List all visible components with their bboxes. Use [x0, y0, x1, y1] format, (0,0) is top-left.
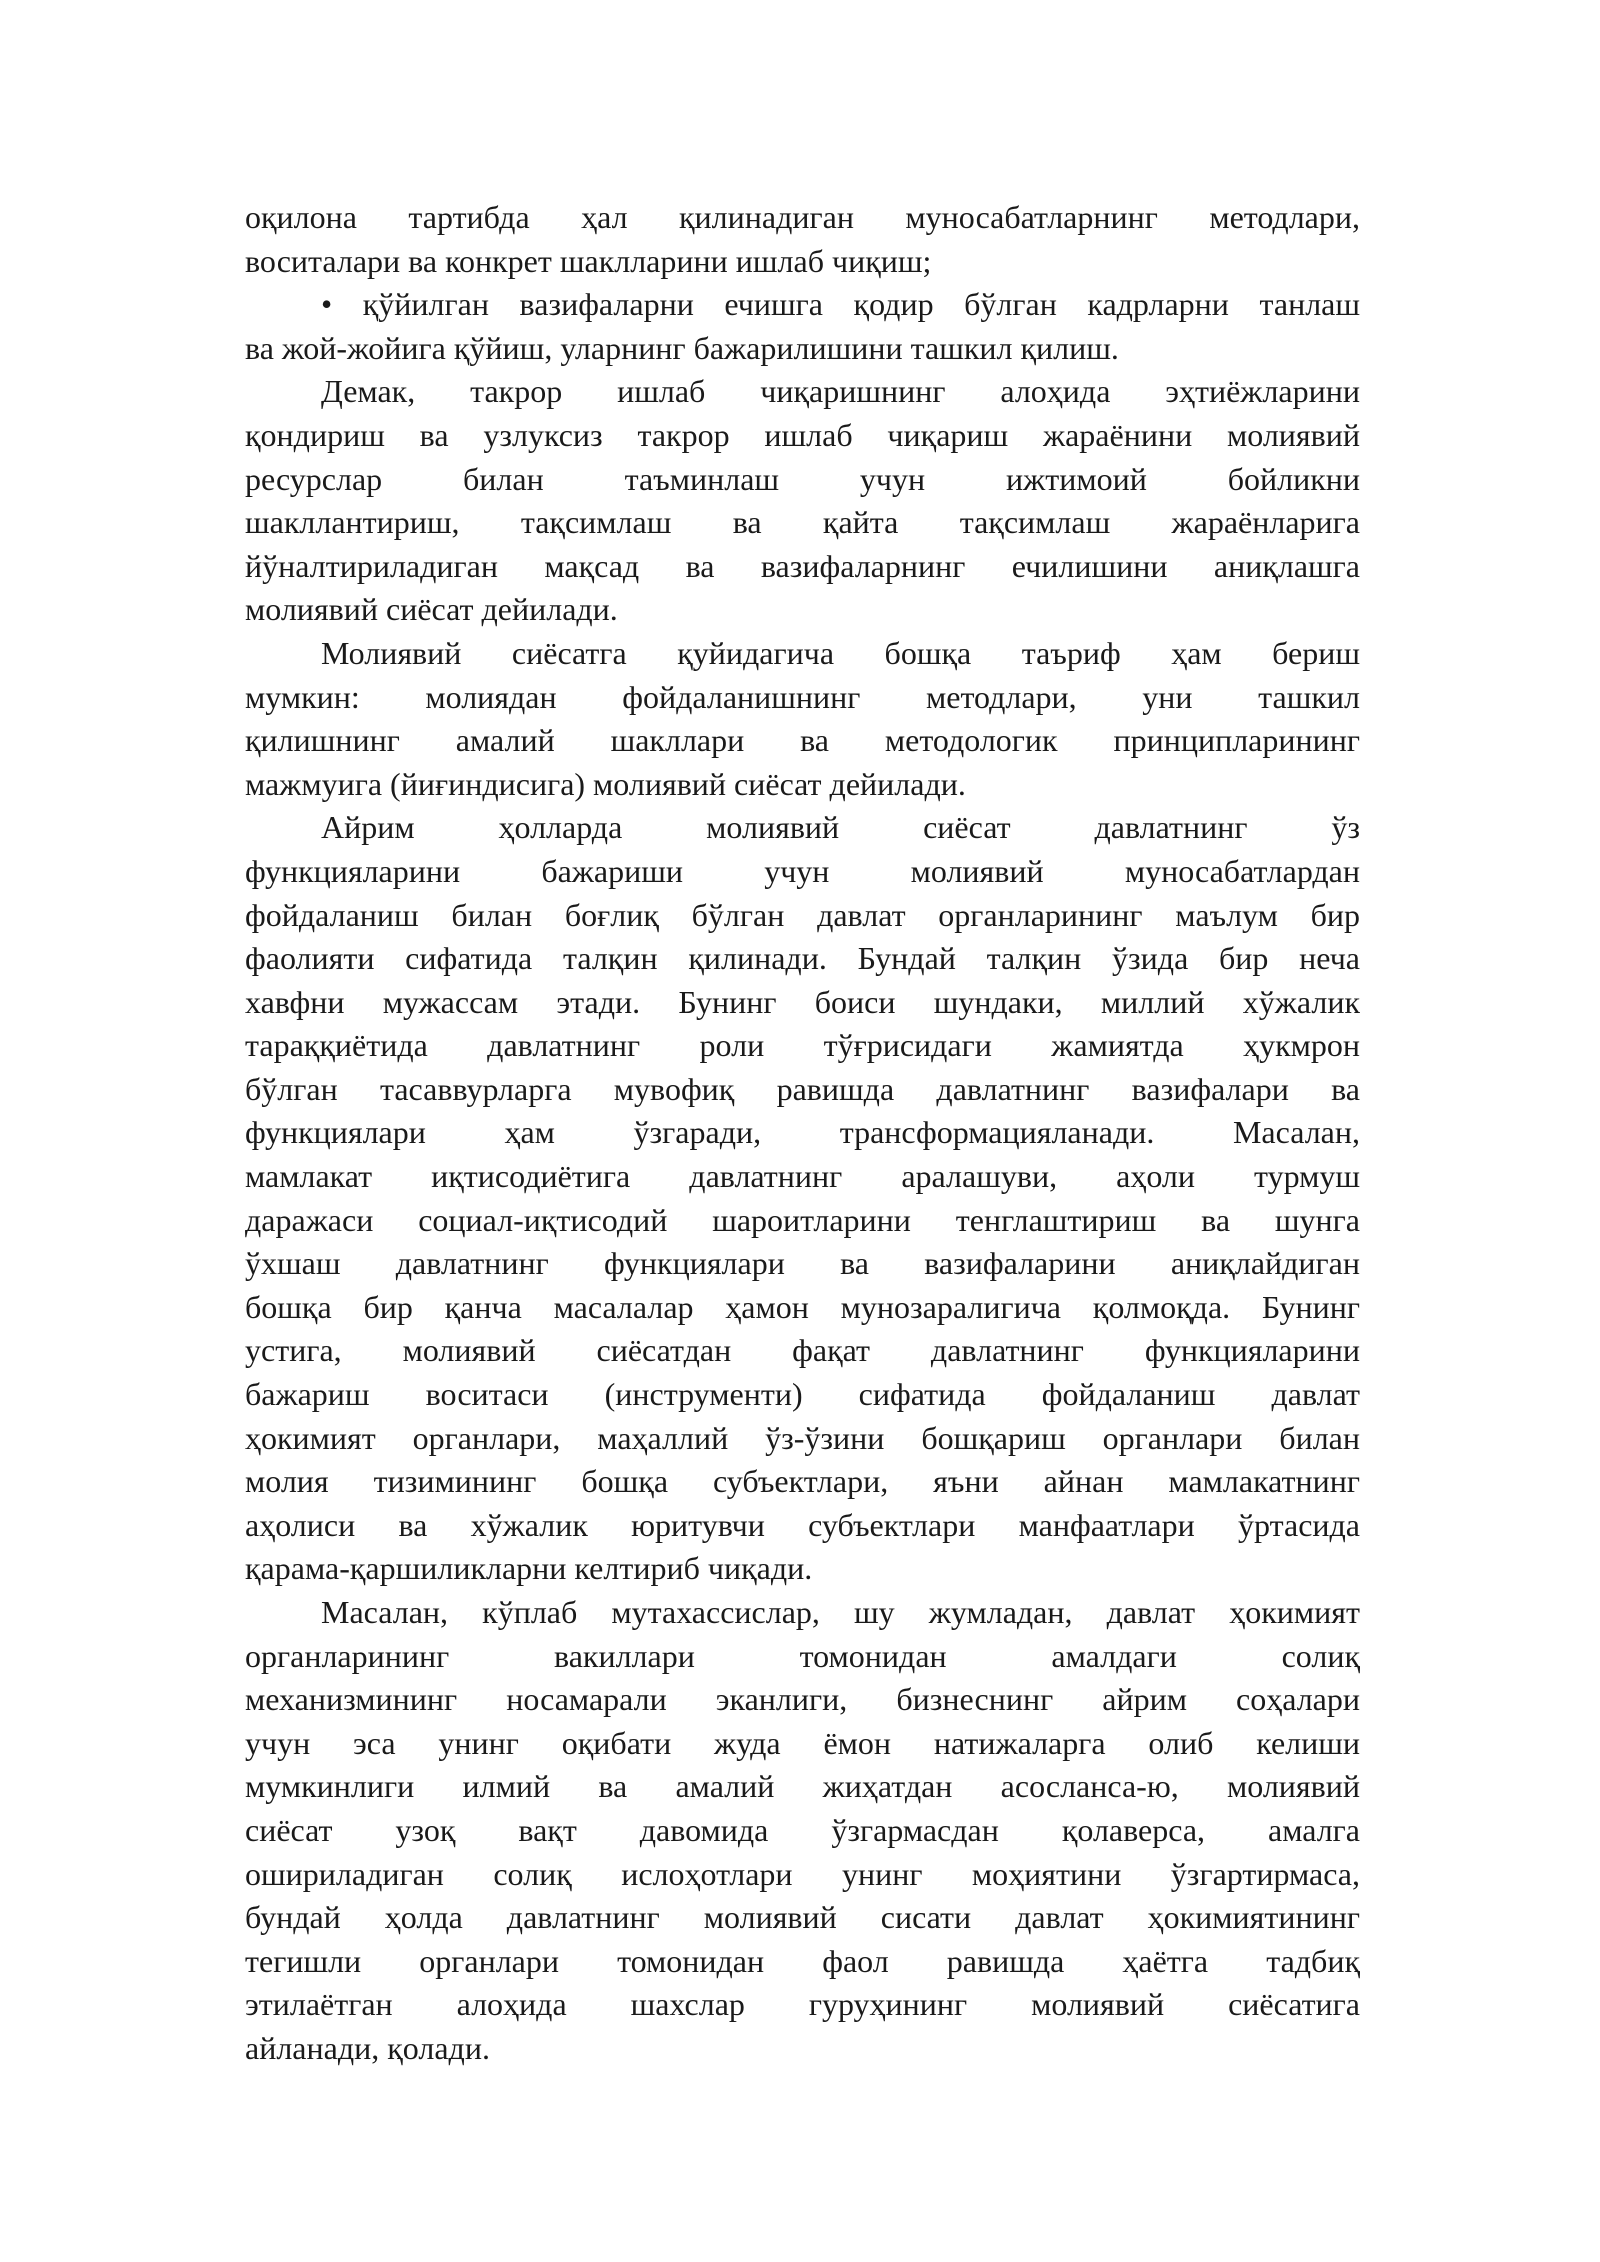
paragraph — [245, 370, 1360, 632]
text-line: фаолияти сифатида талқин қилинади. Бундай талқин ўзида бир неча — [245, 940, 1360, 977]
text-line: этилаётган алоҳида шахслар гуруҳининг молиявий сиёсатига — [245, 1986, 1360, 2023]
text-line: аҳолиси ва хўжалик юритувчи субъектлари манфаатлари ўртасида — [245, 1506, 1360, 1543]
text-line: мамлакат иқтисодиётига давлатнинг аралашуви, аҳоли турмуш — [245, 1158, 1360, 1195]
text-line: воситалари ва конкрет шаклларини ишлаб чиқиш; — [245, 242, 932, 279]
text-line: хавфни мужассам этади. Бунинг боиси шундаки, миллий хўжалик — [245, 983, 1360, 1020]
text-line: ошириладиган солиқ ислоҳотлари унинг моҳиятини ўзгартирмаса, — [245, 1855, 1360, 1892]
text-line: фойдаланиш билан боғлиқ бўлган давлат органларининг маълум бир — [245, 896, 1360, 933]
text-line: бундай ҳолда давлатнинг молиявий сисати давлат ҳокимиятининг — [245, 1899, 1360, 1936]
text-line: молия тизимининг бошқа субъектлари, яъни айнан мамлакатнинг — [245, 1463, 1360, 1500]
text-line: Демак, такрор ишлаб чиқаришнинг алоҳида эҳтиёжларини — [321, 373, 1360, 410]
text-line: мажмуига (йиғиндисига) молиявий сиёсат дейилади. — [245, 765, 966, 802]
text-line: қилишнинг амалий шакллари ва методологик принципларининг — [245, 722, 1360, 759]
paragraph — [245, 283, 1360, 370]
text-line: ва жой-жойига қўйиш, уларнинг бажарилишини ташкил қилиш. — [245, 329, 1119, 366]
text-line: молиявий сиёсат дейилади. — [245, 591, 618, 628]
text-line: мумкин: молиядан фойдаланишнинг методлари, уни ташкил — [245, 678, 1360, 715]
paragraph — [245, 632, 1360, 806]
text-line: Айрим ҳолларда молиявий сиёсат давлатнинг ўз — [321, 809, 1360, 846]
text-line: ресурслар билан таъминлаш учун ижтимоий бойликни — [245, 460, 1360, 497]
text-line: функцияларини бажариши учун молиявий муносабатлардан — [245, 852, 1360, 889]
text-line: механизмининг носамарали эканлиги, бизнеснинг айрим соҳалари — [245, 1681, 1360, 1718]
text-line: учун эса унинг оқибати жуда ёмон натижаларга олиб келиши — [245, 1724, 1360, 1761]
text-line: тегишли органлари томонидан фаол равишда ҳаётга тадбиқ — [245, 1942, 1360, 1979]
paragraph — [245, 806, 1360, 1591]
text-line: айланади, қолади. — [245, 2029, 490, 2066]
text-line: мумкинлиги илмий ва амалий жиҳатдан асосланса-ю, молиявий — [245, 1768, 1360, 1805]
text-line: ҳокимият органлари, маҳаллий ўз-ўзини бошқариш органлари билан — [245, 1419, 1360, 1456]
text-line: органларининг вакиллари томонидан амалдаги солиқ — [245, 1637, 1360, 1674]
text-line: бажариш воситаси (инструменти) сифатида фойдаланиш давлат — [245, 1376, 1360, 1413]
text-line: • қўйилган вазифаларни ечишга қодир бўлган кадрларни танлаш — [321, 286, 1360, 323]
text-line: қарама-қаршиликларни келтириб чиқади. — [245, 1550, 813, 1587]
paragraph — [245, 1591, 1360, 2071]
text-line: Масалан, кўплаб мутахассислар, шу жумладан, давлат ҳокимият — [321, 1594, 1360, 1630]
text-line: йўналтириладиган мақсад ва вазифаларнинг ечилишини аниқлашга — [245, 547, 1360, 584]
text-line: ўхшаш давлатнинг функциялари ва вазифаларини аниқлайдиган — [245, 1245, 1360, 1282]
text-line: бошқа бир қанча масалалар ҳамон мунозаралигича қолмоқда. Бунинг — [245, 1288, 1360, 1325]
text-line: тараққиётида давлатнинг роли тўғрисидаги жамиятда ҳукмрон — [245, 1027, 1360, 1064]
text-line: шакллантириш, тақсимлаш ва қайта тақсимлаш жараёнларига — [245, 504, 1360, 541]
text-line: қондириш ва узлуксиз такрор ишлаб чиқариш жараёнини молиявий — [245, 416, 1360, 453]
text-line: сиёсат узоқ вақт давомида ўзгармасдан қолаверса, амалга — [245, 1811, 1360, 1848]
text-line: функциялари ҳам ўзгаради, трансформацияланади. Масалан, — [245, 1114, 1360, 1151]
text-line: бўлган тасаввурларга мувофиқ равишда давлатнинг вазифалари ва — [245, 1070, 1360, 1107]
paragraph — [245, 196, 1360, 283]
text-line: даражаси социал-иқтисодий шароитларини тенглаштириш ва шунга — [245, 1201, 1360, 1238]
text-line: Молиявий сиёсатга қуйидагича бошқа таъриф ҳам бериш — [321, 634, 1360, 671]
document-body — [245, 196, 1360, 2071]
text-line: устига, молиявий сиёсатдан фақат давлатнинг функцияларини — [245, 1332, 1360, 1369]
text-line: оқилона тартибда ҳал қилинадиган муносабатларнинг методлари, — [245, 199, 1360, 235]
